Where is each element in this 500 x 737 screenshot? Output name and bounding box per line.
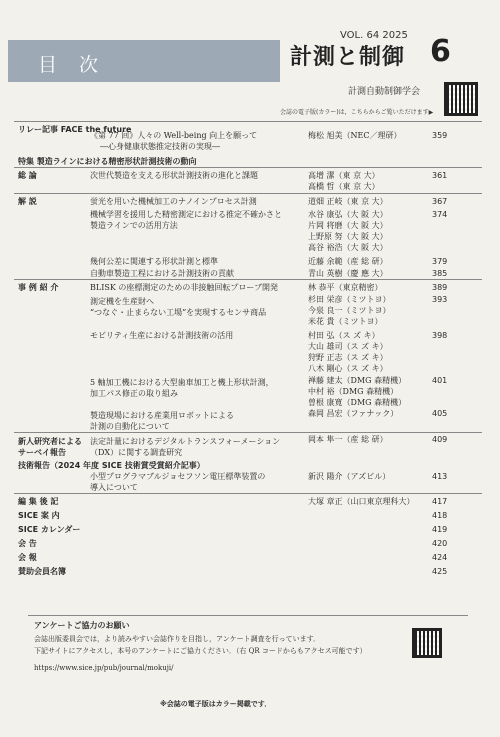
toc-page: 418 [432,511,448,520]
toc-category: 会 報 [18,553,37,562]
toc-author: 新沢 陽介（アズビル） [308,472,391,481]
toc-title[interactable]: 法定計量におけるデジタルトランスフォーメーション [90,437,281,446]
relay-category: リレー記事 FACE the future [18,125,132,134]
divider [14,121,482,122]
toc-title[interactable]: 自動車製造工程における計測技術の貢献 [90,269,234,278]
toc-author: 林 恭平（東京精密） [308,283,383,292]
toc-title[interactable]: 幾何公差に関連する形状計測と標準 [90,257,218,266]
toc-category: 賛助会員名簿 [18,567,66,576]
toc-page: 389 [432,283,448,292]
toc-author: 岡本 隼一（産 総 研） [308,435,388,444]
toc-author: 米花 貴（ミツトヨ） [308,317,383,326]
toc-category: SICE 案 内 [18,511,60,520]
relay-author: 梅松 旭美（NEC／理研） [308,131,402,140]
toc-page: 417 [432,497,448,506]
toc-author: 近藤 余範（産 総 研） [308,257,388,266]
survey-text: 会誌出版委員会では，より読みやすい会誌作りを目指し，アンケート調査を行っています． [34,635,321,643]
special-heading: 特集 製造ラインにおける精密形状計測技術の動向 [18,157,197,166]
toc-page: 385 [432,269,448,278]
toc-title[interactable]: 次世代製造を支える形状計測技術の進化と課題 [90,171,258,180]
toc-page: 379 [432,257,448,266]
toc-page: 398 [432,331,448,340]
toc-author: 狩野 正志（ス ズ キ） [308,353,388,362]
tech-report-heading: 技術報告（2024 年度 SICE 技術賞受賞紹介記事） [18,461,205,470]
toc-page: 401 [432,376,448,385]
toc-author: 中村 裕（DMG 森精機） [308,387,399,396]
toc-author: 今泉 良一（ミツトヨ） [308,306,391,315]
toc-page: 409 [432,435,448,444]
toc-author: 片岡 将磨（大 阪 大） [308,221,388,230]
toc-author: 曽根 康寛（DMG 森精機） [308,398,407,407]
toc-title[interactable]: 製造現場における産業用ロボットによる [90,411,234,420]
toc-author: 道畑 正岐（東 京 大） [308,197,388,206]
toc-author: 禅藤 建太（DMG 森精機） [308,376,407,385]
toc-author: 高橋 哲（東 京 大） [308,182,380,191]
issue-number: 6 [430,34,451,69]
qr-code-icon[interactable] [412,628,442,658]
divider [14,493,482,494]
toc-author: 八木 剛心（ス ズ キ） [308,364,388,373]
toc-title-cont: 製造ラインでの活用方法 [90,221,178,230]
toc-page: 361 [432,171,448,180]
toc-author: 青山 英樹（慶 應 大） [308,269,388,278]
toc-page: 413 [432,472,448,481]
divider [14,193,482,194]
divider [14,432,482,433]
journal-title: 計測と制御 [290,45,406,70]
toc-page: 367 [432,197,448,206]
toc-page: 405 [432,409,448,418]
toc-title[interactable]: 5 軸加工機における大型歯車加工と機上形状計測， [90,378,274,387]
survey-heading: アンケートご協力のお願い [34,621,130,630]
volume-label: VOL. 64 2025 [340,30,408,41]
society-name: 計測自動制御学会 [348,87,421,97]
toc-page: 374 [432,210,448,219]
toc-author: 上野原 努（大 阪 大） [308,232,388,241]
toc-title-cont: 計測の自動化について [90,422,170,431]
toc-title[interactable]: 小型プログラマブルジョセフソン電圧標準装置の [90,472,266,481]
toc-author: 高谷 裕浩（大 阪 大） [308,243,388,252]
toc-title-cont: “つなぐ・止まらない工場”を実現するセンサ商品 [90,308,267,317]
qr-code-icon[interactable] [444,82,478,116]
ebook-note: 会誌の電子版(カラー)は，こちらからご覧いただけます▶ [280,109,434,116]
toc-author: 高增 潔（東 京 大） [308,171,380,180]
toc-category: 会 告 [18,539,37,548]
footer-note: ※会誌の電子版はカラー掲載です． [160,700,272,708]
toc-author: 村田 弘（ス ズ キ） [308,331,380,340]
toc-category: 編 集 後 記 [18,497,59,506]
toc-page: 419 [432,525,448,534]
divider [14,167,482,168]
toc-page: 424 [432,553,448,562]
survey-text: 下記サイトにアクセスし，本号のアンケートにご協力ください．（右 QR コードからもアクセス可能です） [34,647,367,655]
toc-page: 425 [432,567,448,576]
toc-title[interactable]: 測定機を生産財へ [90,297,154,306]
toc-page: 420 [432,539,448,548]
toc-category: 総 論 [18,171,37,180]
divider [14,279,482,280]
mokuji-heading: 目 次 [8,40,280,82]
toc-title[interactable]: 機械学習を援用した精密測定における推定不確かさと [90,210,282,219]
relay-title[interactable]: 《第 77 回》人々の Well-being 向上を願って [90,131,258,140]
toc-author: 大山 雄司（ス ズ キ） [308,342,388,351]
toc-title[interactable]: 蛍光を用いた機械加工のナノインプロセス計測 [90,197,257,206]
toc-title-cont: （DX）に関する調査研究 [90,448,183,457]
relay-page: 359 [432,131,448,140]
toc-author: 杉田 栄彦（ミツトヨ） [308,295,391,304]
toc-category: 事 例 紹 介 [18,283,59,292]
toc-category: 新人研究者による [18,437,82,446]
toc-title[interactable]: BLISK の座標測定のための非接触回転プローブ開発 [90,283,278,292]
toc-author: 大塚 章正（山口東京理科大） [308,497,415,506]
toc-title[interactable]: モビリティ生産における計測技術の活用 [90,331,234,340]
toc-category: サーベイ報告 [18,448,66,457]
toc-title-cont: 導入について [90,483,138,492]
survey-url[interactable]: https://www.sice.jp/pub/journal/mokuji/ [34,664,174,672]
relay-subtitle: ―心身健康状態推定技術の実現― [100,142,220,151]
toc-author: 水谷 康弘（大 阪 大） [308,210,388,219]
toc-category: SICE カレンダー [18,525,81,534]
toc-category: 解 説 [18,197,37,206]
toc-page: 393 [432,295,448,304]
toc-title-cont: 加工パス修正の取り組み [90,389,178,398]
toc-author: 森岡 昌宏（ファナック） [308,409,399,418]
